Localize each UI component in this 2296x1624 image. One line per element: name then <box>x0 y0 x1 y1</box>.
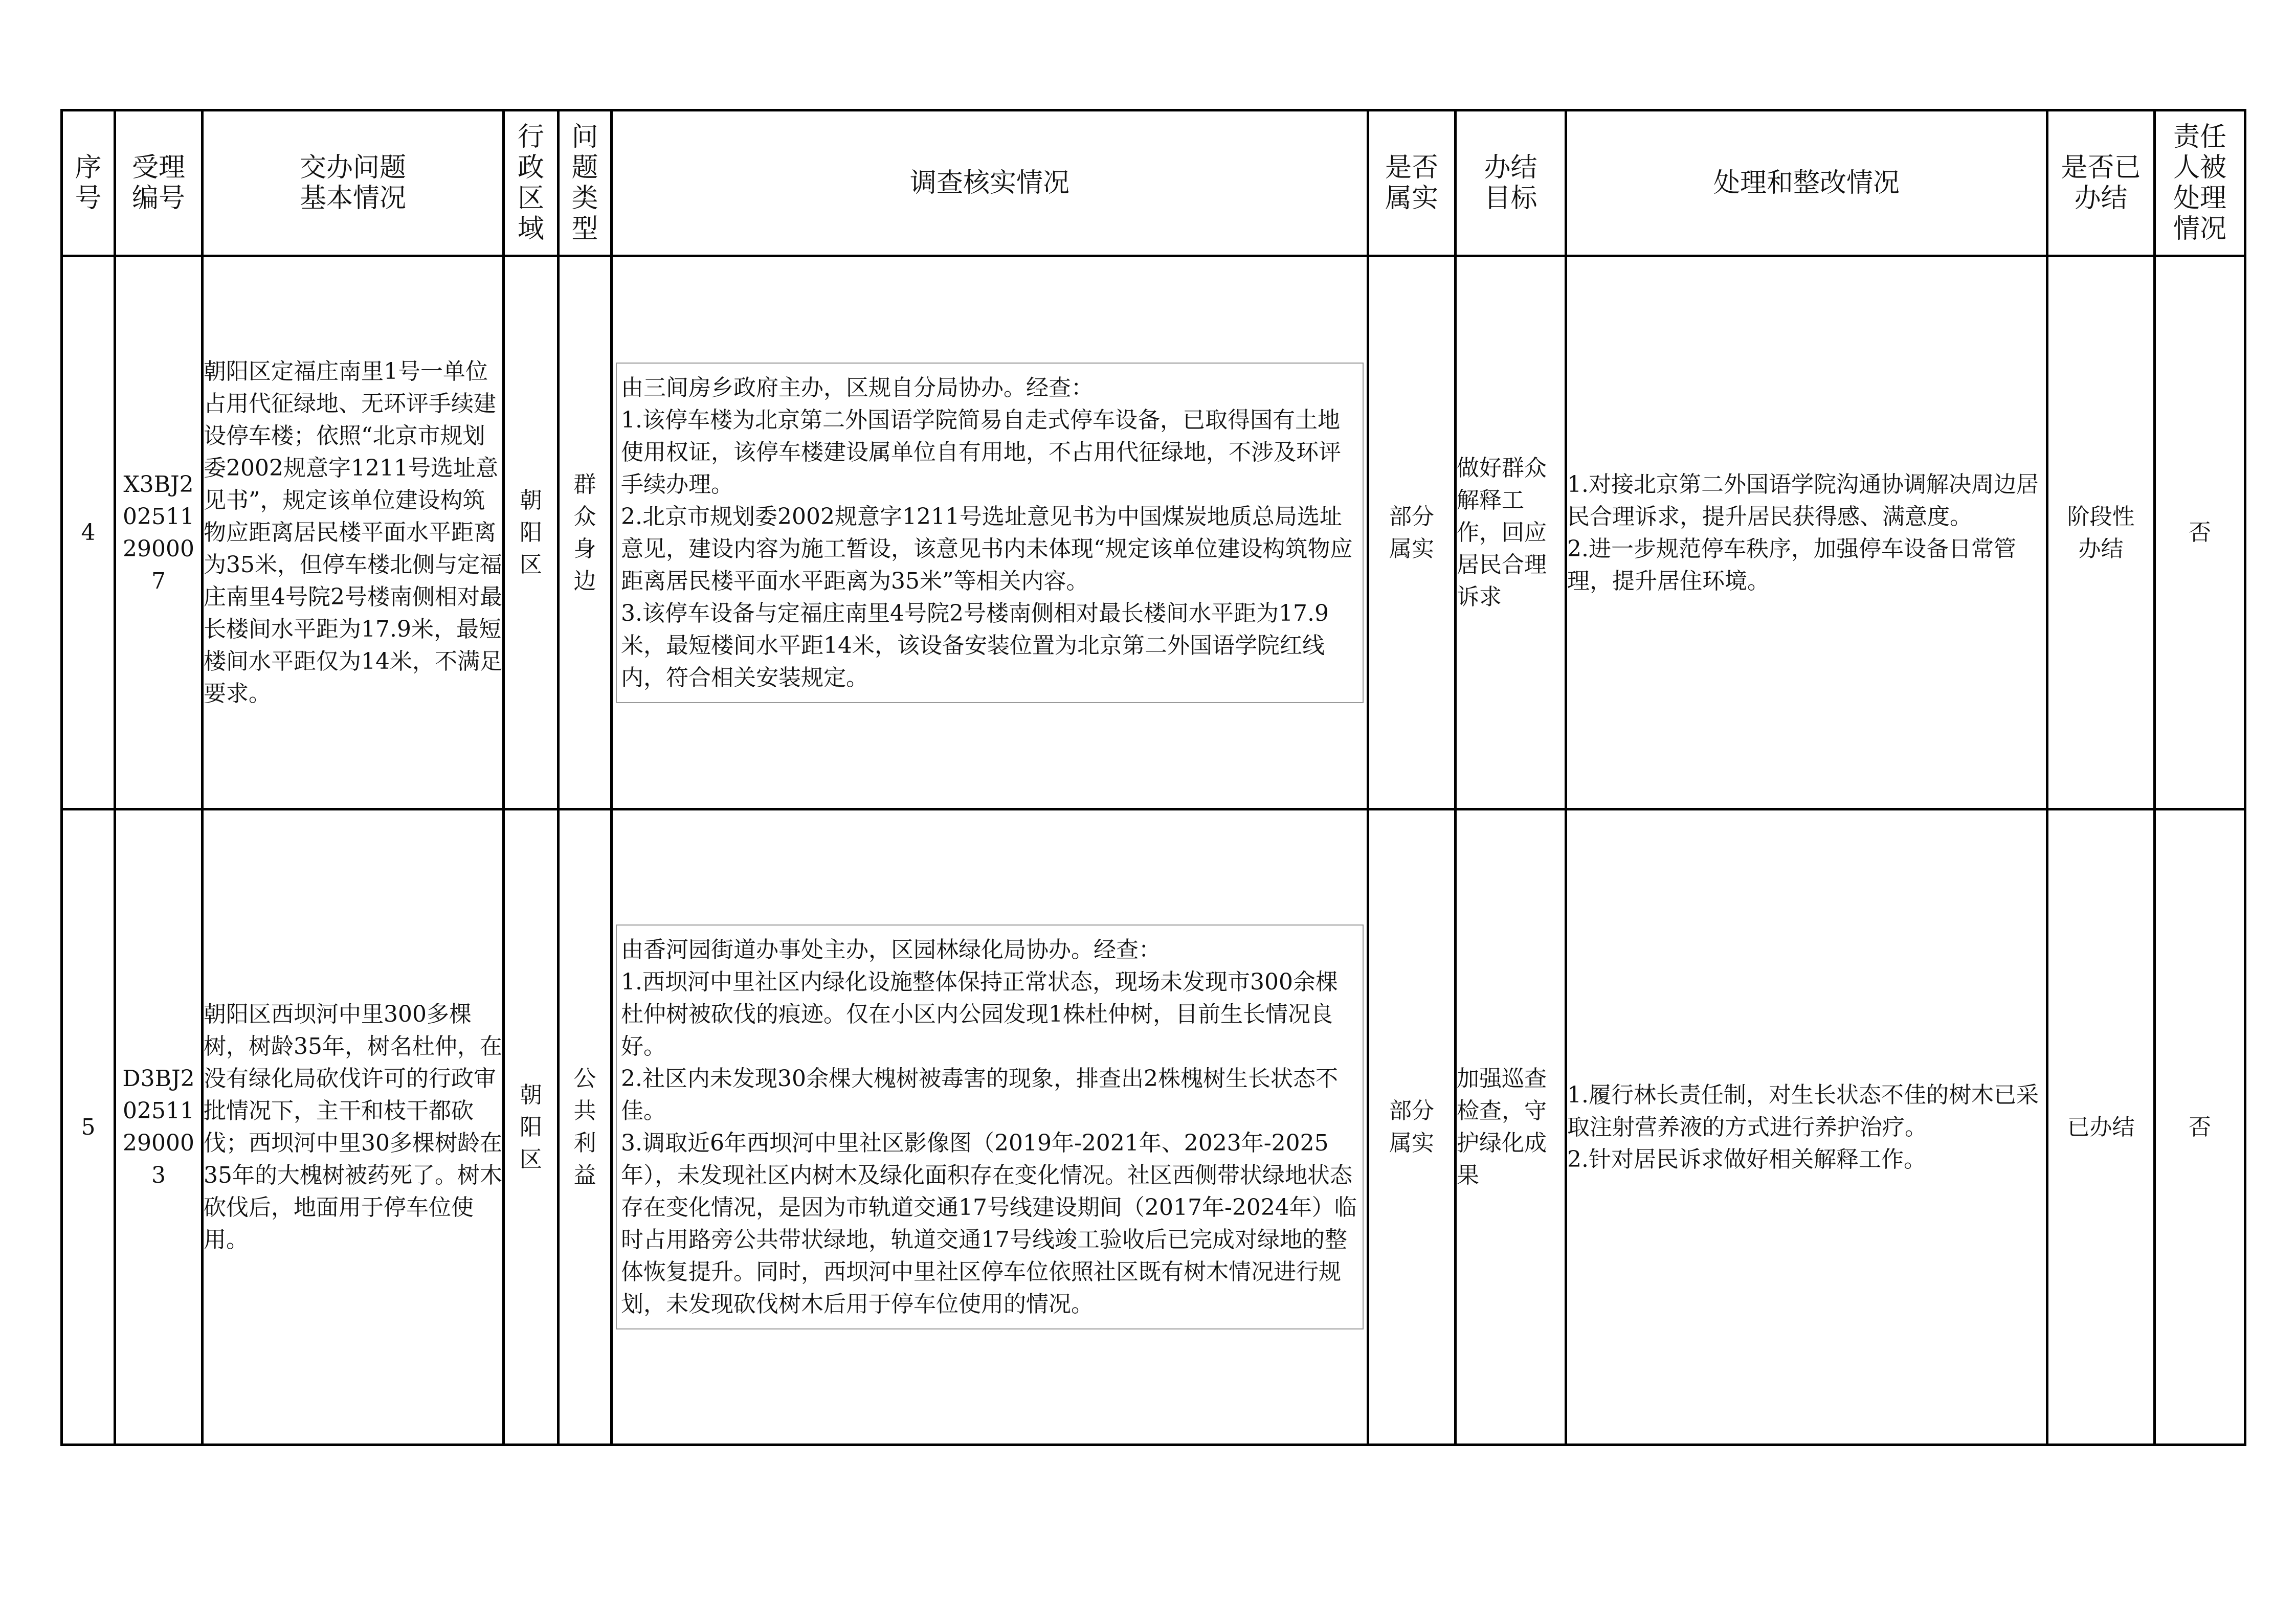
header-true: 是否属实 <box>1368 110 1456 256</box>
investigation-text: 由三间房乡政府主办，区规自分局协办。经查： 1.该停车楼为北京第二外国语学院简易自走式停车设备，已取得国有土地使用权证，该停车楼建设属单位自有用地，不占用代征绿地，不涉及环评手续办理。 2.北京市规划委2002规意字1211号选址意见书为中国煤炭地质总局选址意见，建设内容为施工暂设，该意见书内未体现“规定该单位建设构筑物应距离居民楼平面水平距离为35米”等相关内容。 3.该停车设备与定福庄南里4号院2号楼南侧相对最长楼间水平距为17.9米，最短楼间水平距14米，该设备安装位置为北京第二外国语学院红线内，符合相关安装规定。 <box>616 363 1364 703</box>
row-seq: 4 <box>62 256 115 809</box>
header-problem: 交办问题基本情况 <box>203 110 504 256</box>
row-problem: 朝阳区西坝河中里300多棵树，树龄35年，树名杜仲，在没有绿化局砍伐许可的行政审批情况下，主干和枝干都砍伐；西坝河中里30多棵树龄在35年的大槐树被药死了。树木砍伐后，地面用于停车位使用。 <box>203 809 504 1445</box>
row-done: 阶段性办结 <box>2047 256 2155 809</box>
header-seq: 序号 <box>62 110 115 256</box>
row-goal: 做好群众解释工作，回应居民合理诉求 <box>1456 256 1566 809</box>
row-true: 部分属实 <box>1368 809 1456 1445</box>
header-investigation: 调查核实情况 <box>612 110 1368 256</box>
row-investigation <box>612 809 1368 1445</box>
row-punish: 否 <box>2155 256 2245 809</box>
header-goal: 办结目标 <box>1456 110 1566 256</box>
row-handling: 1.对接北京第二外国语学院沟通协调解决周边居民合理诉求，提升居民获得感、满意度。 2.进一步规范停车秩序，加强停车设备日常管理，提升居住环境。 <box>1566 256 2047 809</box>
table-header-row <box>62 110 2245 256</box>
row-type: 群众身边 <box>559 256 612 809</box>
header-done: 是否已办结 <box>2047 110 2155 256</box>
row-goal: 加强巡查检查，守护绿化成果 <box>1456 809 1566 1445</box>
row-region: 朝阳区 <box>504 809 559 1445</box>
row-region: 朝阳区 <box>504 256 559 809</box>
row-id: D3BJ202511290003 <box>115 809 203 1445</box>
table-row <box>62 809 2245 1445</box>
header-handling: 处理和整改情况 <box>1566 110 2047 256</box>
table-row <box>62 256 2245 809</box>
header-id: 受理编号 <box>115 110 203 256</box>
header-type: 问题类型 <box>559 110 612 256</box>
supervision-table <box>60 109 2246 1446</box>
row-handling: 1.履行林长责任制，对生长状态不佳的树木已采取注射营养液的方式进行养护治疗。 2.针对居民诉求做好相关解释工作。 <box>1566 809 2047 1445</box>
row-problem: 朝阳区定福庄南里1号一单位 占用代征绿地、无环评手续建设停车楼；依照“北京市规划 委2002规意字1211号选址意见书”，规定该单位建设构筑物应距离居民楼平面水平距离为35米，但停车楼北侧与定福庄南里4号院2号楼南侧相对最长楼间水平距为17.9米，最短楼间水平距仅为14米，不满足要求。 <box>203 256 504 809</box>
row-investigation <box>612 256 1368 809</box>
row-punish: 否 <box>2155 809 2245 1445</box>
investigation-text: 由香河园街道办事处主办，区园林绿化局协办。经查： 1.西坝河中里社区内绿化设施整体保持正常状态，现场未发现市300余棵杜仲树被砍伐的痕迹。仅在小区内公园发现1株杜仲树，目前生长情况良好。 2.社区内未发现30余棵大槐树被毒害的现象，排查出2株槐树生长状态不佳。 3.调取近6年西坝河中里社区影像图（2019年-2021年、2023年-2025年），未发现社区内树木及绿化面积存在变化情况。社区西侧带状绿地状态存在变化情况，是因为市轨道交通17号线建设期间（2017年-2024年）临时占用路旁公共带状绿地，轨道交通17号线竣工验收后已完成对绿地的整体恢复提升。同时，西坝河中里社区停车位依照社区既有树木情况进行规划，未发现砍伐树木后用于停车位使用的情况。 <box>616 924 1364 1329</box>
row-id: X3BJ202511290007 <box>115 256 203 809</box>
header-region: 行政区域 <box>504 110 559 256</box>
row-seq: 5 <box>62 809 115 1445</box>
row-true: 部分属实 <box>1368 256 1456 809</box>
row-type: 公共利益 <box>559 809 612 1445</box>
header-punish: 责任人被处理情况 <box>2155 110 2245 256</box>
row-done: 已办结 <box>2047 809 2155 1445</box>
